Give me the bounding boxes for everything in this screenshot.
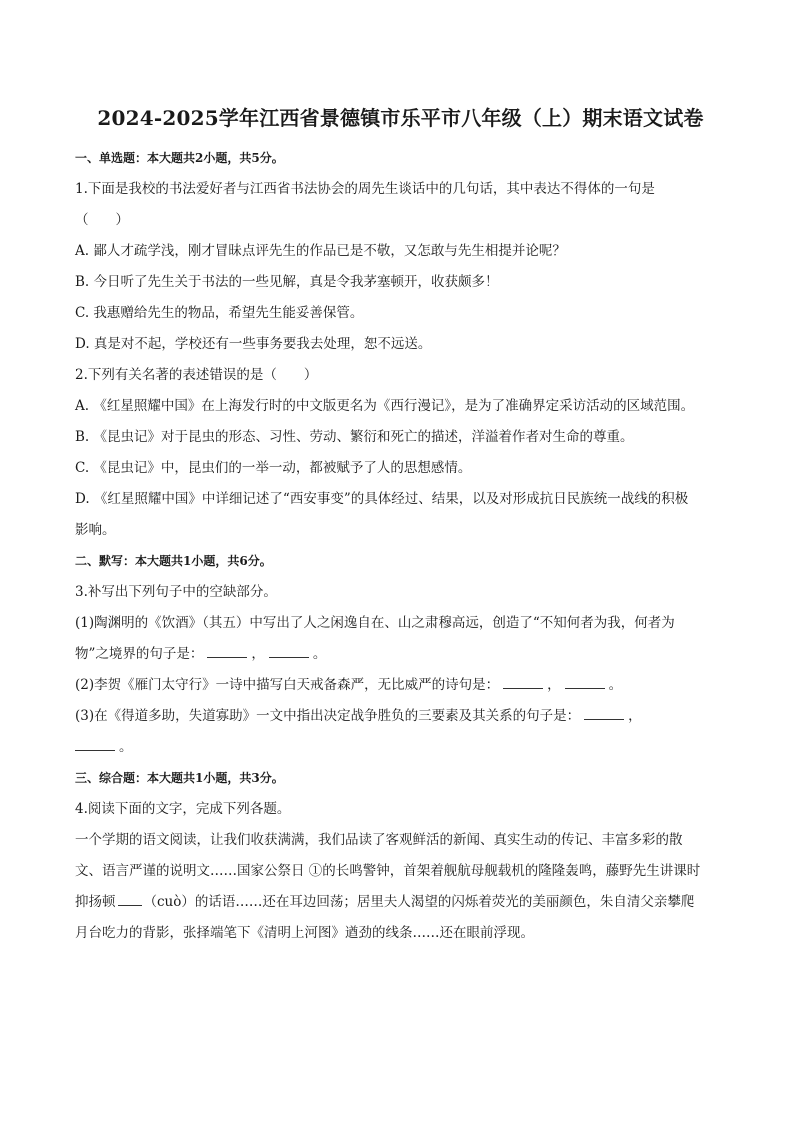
answer-blank[interactable] xyxy=(207,643,247,658)
answer-blank[interactable] xyxy=(118,891,142,906)
q4-passage-line: 一个学期的语文阅读，让我们收获满满，我们品读了客观鲜活的新闻、真实生动的传记、丰富多彩的散 xyxy=(75,832,683,848)
page-title: 2024-2025学年江西省景德镇市乐平市八年级（上）期末语文试卷 xyxy=(97,106,704,130)
q2-option-d: D. 《红星照耀中国》中详细记述了“西安事变”的具体经过、结果，以及对形成抗日民族统一战线的积极 xyxy=(75,491,689,507)
comma: ， xyxy=(251,646,265,662)
q3-part3-cont xyxy=(75,732,726,763)
comma: ， xyxy=(547,677,561,693)
q4-passage-text: （cuò）的话语……还在耳边回荡；居里夫人渴望的闪烁着荧光的美丽颜色，朱自清父亲攀爬 xyxy=(143,894,695,910)
q4-passage-text: 抑扬顿 xyxy=(75,894,116,910)
answer-blank[interactable] xyxy=(565,674,605,689)
answer-blank[interactable] xyxy=(503,674,543,689)
q2-option-b: B. 《昆虫记》对于昆虫的形态、习性、劳动、繁衍和死亡的描述，洋溢着作者对生命的尊重。 xyxy=(75,429,634,445)
q3-stem: 3.补写出下列句子中的空缺部分。 xyxy=(75,584,277,600)
q4-passage-line: 月台吃力的背影，张择端笔下《清明上河图》遒劲的线条……还在眼前浮现。 xyxy=(75,925,534,941)
q4-stem: 4.阅读下面的文字，完成下列各题。 xyxy=(75,801,291,817)
q3-part3 xyxy=(75,701,726,732)
q1-option-a: A. 鄙人才疏学浅，刚才冒昧点评先生的作品已是不敬，又怎敢与先生相提并论呢？ xyxy=(75,243,566,259)
period: 。 xyxy=(312,646,327,662)
q3-part3-prompt: (3)在《得道多助，失道寡助》一文中指出决定战争胜负的三要素及其关系的句子是： xyxy=(75,708,581,724)
comma: ， xyxy=(628,708,642,724)
answer-blank[interactable] xyxy=(269,643,309,658)
period: 。 xyxy=(119,739,133,755)
q1-option-d: D. 真是对不起，学校还有一些事务要我去处理，恕不远送。 xyxy=(75,336,432,352)
q4-passage-line: 文、语言严谨的说明文……国家公祭日 ①的长鸣警钟，首架着舰航母舰载机的隆隆轰鸣，藤野先生讲课时 xyxy=(75,863,701,879)
q1-option-c: C. 我惠赠给先生的物品，希望先生能妥善保管。 xyxy=(75,305,364,321)
answer-blank[interactable] xyxy=(75,736,115,751)
q2-stem: 2.下列有关名著的表述错误的是（ ） xyxy=(75,367,318,383)
q3-part1-prompt: 物”之境界的句子是： xyxy=(75,646,204,662)
q1-option-b: B. 今日听了先生关于书法的一些见解，真是令我茅塞顿开，收获颇多！ xyxy=(75,274,499,290)
q1-answer-bracket: （ ） xyxy=(75,212,129,228)
q2-option-c: C. 《昆虫记》中，昆虫们的一举一动，都被赋予了人的思想感情。 xyxy=(75,460,472,476)
q2-option-d-cont: 影响。 xyxy=(75,522,116,538)
section-heading-3: 三、综合题：本大题共1小题，共3分。 xyxy=(75,771,284,785)
q3-part2-prompt: (2)李贺《雁门太守行》一诗中描写白天戒备森严，无比威严的诗句是： xyxy=(75,677,500,693)
q3-part1-cont xyxy=(75,639,726,670)
q3-part2 xyxy=(75,670,726,701)
q2-option-a: A. 《红星照耀中国》在上海发行时的中文版更名为《西行漫记》，是为了准确界定采访活动的区域范围。 xyxy=(75,398,695,414)
section-heading-2: 二、默写：本大题共1小题，共6分。 xyxy=(75,554,272,568)
answer-blank[interactable] xyxy=(584,705,624,720)
q1-stem: 1.下面是我校的书法爱好者与江西省书法协会的周先生谈话中的几句话，其中表达不得体的一句是 xyxy=(75,181,655,197)
q3-part1: (1)陶渊明的《饮酒》（其五）中写出了人之闲逸自在、山之肃穆高远，创造了“不知何者为我，何者为 xyxy=(75,615,675,631)
q4-passage-line xyxy=(75,887,726,918)
section-heading-1: 一、单选题：本大题共2小题，共5分。 xyxy=(75,151,284,165)
exam-content xyxy=(75,143,726,949)
period: 。 xyxy=(608,677,623,693)
